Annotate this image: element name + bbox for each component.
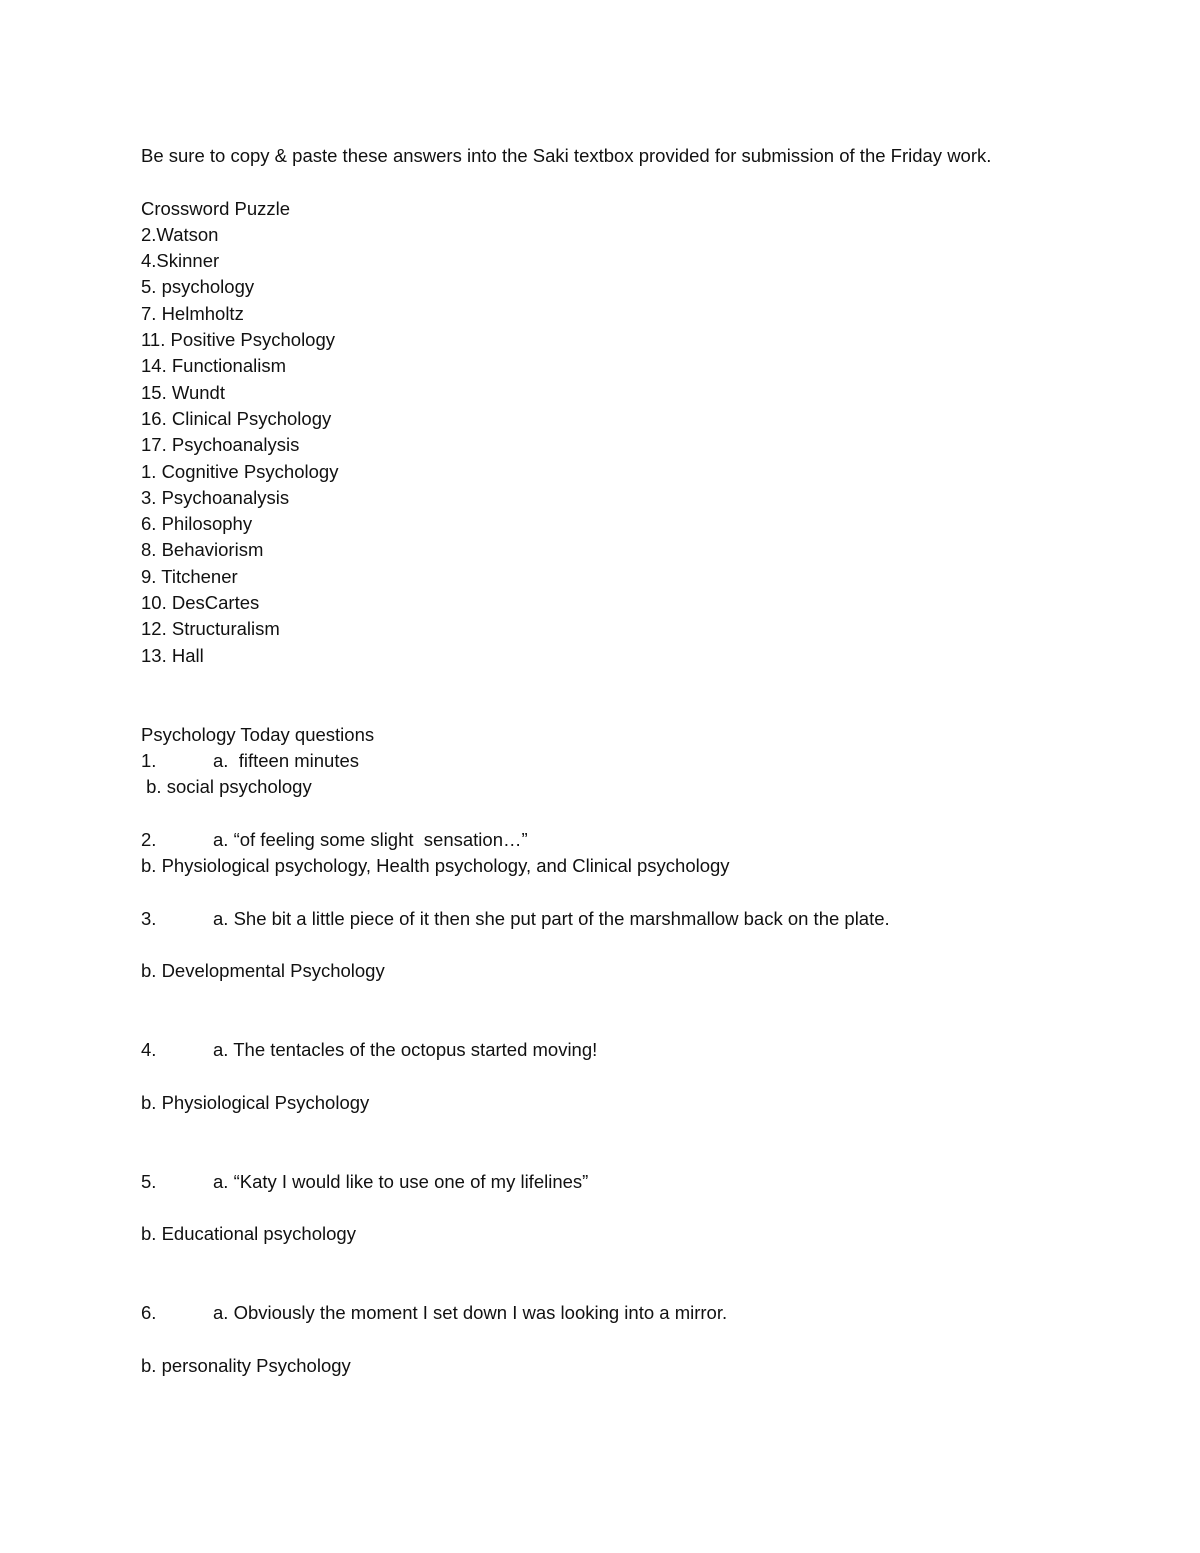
question-number: 1. [141, 749, 157, 771]
crossword-answer: 15. Wundt [141, 381, 225, 403]
answer-a: a. “Katy I would like to use one of my lifelines” [213, 1170, 589, 1192]
crossword-answer: 6. Philosophy [141, 513, 253, 535]
question-number: 2. [141, 828, 157, 850]
spacer [141, 1063, 1121, 1089]
answer-a: a. She bit a little piece of it then she put part of the marshmallow back on the plate. [213, 907, 890, 929]
crossword-answer: 17. Psychoanalysis [141, 434, 300, 456]
answer-a: a. “of feeling some slight sensation…” [213, 828, 528, 850]
question-3-part-b: b. Developmental Psychology [141, 960, 385, 982]
question-number: 6. [141, 1302, 157, 1324]
question-number: 4. [141, 1039, 157, 1061]
spacer [141, 800, 1121, 826]
question-1-part-b: b. social psychology [141, 776, 312, 798]
crossword-answer: 16. Clinical Psychology [141, 407, 332, 429]
question-4-part-a [141, 1037, 1121, 1063]
crossword-answer: 13. Hall [141, 644, 204, 666]
crossword-answer: 7. Helmholtz [141, 302, 244, 324]
intro-text: Be sure to copy & paste these answers into the Saki textbox provided for submission of the Friday work. [141, 145, 992, 166]
crossword-answer: 9. Titchener [141, 565, 238, 587]
crossword-answer: 4.Skinner [141, 250, 220, 272]
spacer [141, 1247, 1121, 1300]
spacer [141, 1195, 1121, 1221]
question-5-part-b: b. Educational psychology [141, 1223, 356, 1245]
crossword-answer: 3. Psychoanalysis [141, 486, 290, 508]
crossword-answer: 2.Watson [141, 223, 219, 245]
question-3-part-a [141, 906, 1121, 932]
question-2-part-b: b. Physiological psychology, Health psychology, and Clinical psychology [141, 855, 730, 877]
spacer [141, 169, 1121, 195]
answer-a: a. Obviously the moment I set down I was looking into a mirror. [213, 1302, 728, 1324]
crossword-answer: 10. DesCartes [141, 592, 260, 614]
spacer [141, 669, 1121, 722]
answer-a: a. fifteen minutes [213, 749, 360, 771]
crossword-answer: 14. Functionalism [141, 355, 286, 377]
crossword-heading: Crossword Puzzle [141, 197, 291, 219]
crossword-answer: 5. psychology [141, 276, 255, 298]
question-4-part-b: b. Physiological Psychology [141, 1091, 370, 1113]
question-5-part-a [141, 1169, 1121, 1195]
question-6-part-a [141, 1300, 1121, 1326]
crossword-answer: 12. Structuralism [141, 618, 280, 640]
spacer [141, 932, 1121, 958]
psychology-today-heading: Psychology Today questions [141, 723, 375, 745]
question-number: 3. [141, 907, 157, 929]
question-1-part-a [141, 748, 1121, 774]
document-body [141, 143, 1121, 1379]
question-2-part-a [141, 827, 1121, 853]
question-number: 5. [141, 1170, 157, 1192]
question-6-part-b: b. personality Psychology [141, 1354, 351, 1376]
crossword-answer: 1. Cognitive Psychology [141, 460, 339, 482]
spacer [141, 985, 1121, 1038]
spacer [141, 1326, 1121, 1352]
spacer [141, 1116, 1121, 1169]
spacer [141, 879, 1121, 905]
crossword-answer: 8. Behaviorism [141, 539, 264, 561]
crossword-answer: 11. Positive Psychology [141, 329, 336, 351]
answer-a: a. The tentacles of the octopus started moving! [213, 1039, 598, 1061]
